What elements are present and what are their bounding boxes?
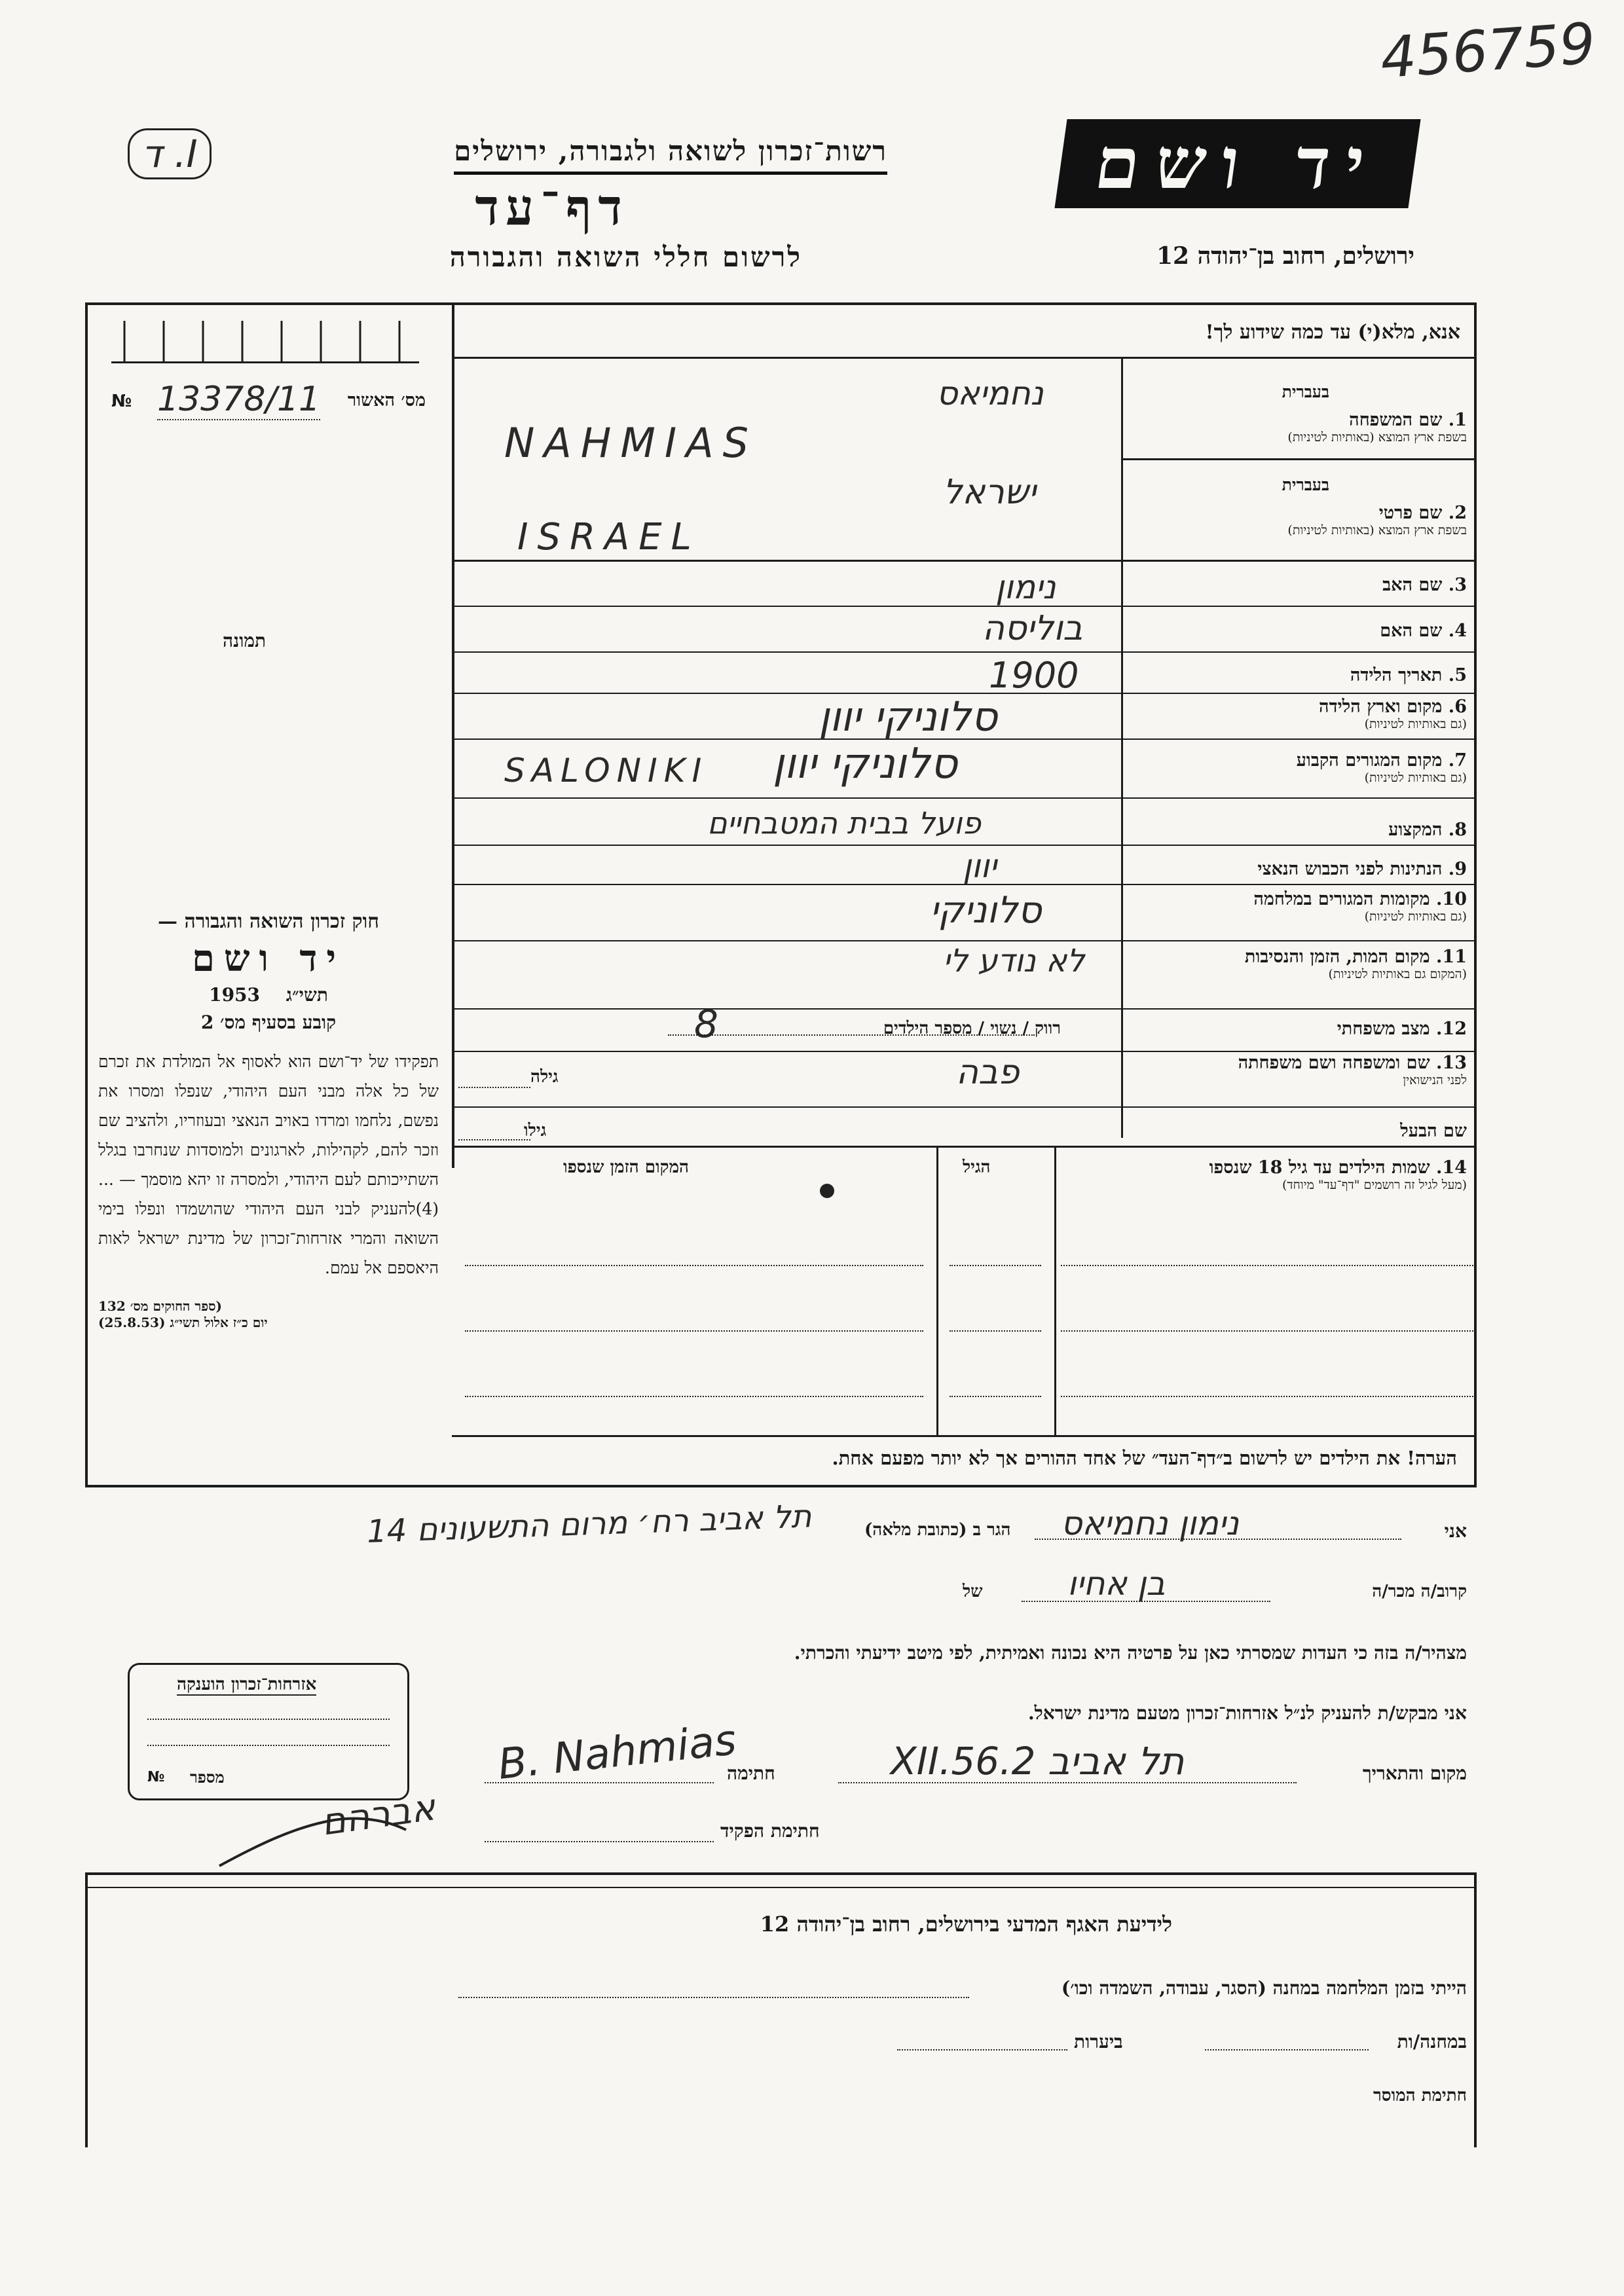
f10-value: סלוניקי: [930, 889, 1042, 932]
field-7-title: מקום המגורים הקבוע: [1296, 750, 1443, 771]
husband-age-label: גילו: [524, 1121, 547, 1140]
field-3-label: [1382, 575, 1467, 595]
field-1-lang: בעברית: [1282, 382, 1329, 401]
law-ref: (ספר החוקים מס׳ 132: [98, 1298, 222, 1314]
f2-value-he: ישראל: [943, 473, 1037, 512]
field-4-num: 4.: [1448, 621, 1467, 641]
f1-value-latin: NAHMIAS: [504, 419, 758, 467]
corner-archive-number: 456759: [1378, 10, 1598, 92]
field-3-num: 3.: [1448, 575, 1467, 595]
photo-label: תמונה: [223, 630, 267, 651]
field-9-num: 9.: [1448, 859, 1467, 879]
field-1-title: שם המשפחה: [1349, 410, 1443, 430]
f4-value: בוליסה: [982, 609, 1083, 648]
field-1-sub: בשפת ארץ המוצא (באותיות לטיניות): [1287, 430, 1467, 445]
f12-status-options: רווק / נשוי / מספר הילדים: [883, 1019, 1061, 1038]
top-instruction: אנא, מלא(י) עד כמה שידוע לך!: [1205, 321, 1460, 344]
children-header: [1209, 1157, 1467, 1193]
declarant-signature: B. Nahmias: [496, 1716, 739, 1789]
footer-camp-line: הייתי בזמן המלחמה במחנה (הסגר, עבודה, השמדה וכו׳): [1061, 1977, 1467, 1999]
certificate-number-label: מספר: [190, 1768, 225, 1787]
field-8-label: [1388, 820, 1467, 840]
f12-children-count: 8: [694, 1002, 718, 1046]
declarant-ani-label: אני: [1444, 1520, 1467, 1542]
certificate-no-sign: №: [147, 1769, 165, 1785]
relation-value: בן אחיו: [1067, 1565, 1166, 1603]
field-5-title: תאריך הלידה: [1350, 665, 1443, 685]
husband-label: שם הבעל: [1400, 1121, 1467, 1141]
f2-value-latin: ISRAEL: [517, 516, 701, 558]
children-age-col: הגיל: [963, 1157, 991, 1177]
f5-value: 1900: [989, 655, 1079, 696]
law-box: [92, 910, 445, 1331]
f1-value-he: נחמיאס: [936, 374, 1044, 412]
logo-text: יד ושם: [1090, 122, 1386, 205]
field-6-sub: (גם באותיות לטיניות): [1364, 717, 1467, 731]
law-year-he: תשי״ג: [286, 984, 328, 1006]
field-7-label: [1297, 750, 1467, 786]
field-12-num: 12.: [1436, 1019, 1467, 1039]
relation-suffix: של: [963, 1582, 983, 1601]
signature-label: חתימה: [727, 1762, 775, 1784]
field-2-label: [1126, 475, 1467, 538]
field-7-num: 7.: [1448, 750, 1467, 771]
authority-line: רשות־זכרון לשואה ולגבורה, ירושלים: [454, 135, 887, 175]
field-9-label: [1257, 859, 1467, 879]
officer-signature-label: חתימת הפקיד: [720, 1820, 820, 1842]
f11-value: לא נודע לי: [943, 943, 1085, 979]
address-line: ירושלים, רחוב בן־יהודה 12: [1156, 242, 1414, 270]
field-12-label: [1337, 1019, 1467, 1039]
certificate-title: אזרחות־זכרון הוענקה: [177, 1675, 317, 1694]
field-2-num: 2.: [1448, 503, 1467, 523]
footer-signature-label: חתימת המוסר: [1373, 2086, 1467, 2105]
law-clause: קובע בסעיף מס׳ 2: [200, 1011, 337, 1033]
declarant-residing-label: הגר ב (כתובת מלאה): [864, 1520, 1011, 1540]
field-13-label: [1238, 1053, 1467, 1088]
footer-forest-label: ביערות: [1074, 2031, 1123, 2052]
stamp-mark: ד .I: [128, 128, 212, 179]
place-date-value: תל אביב 2.XII.56: [891, 1739, 1185, 1783]
note: הערה! את הילדים יש לרשום ב״דף־העד״ של אחד ההורים אך לא יותר מפעם אחת.: [832, 1447, 1457, 1469]
field-6-title: מקום וארץ הלידה: [1319, 697, 1443, 717]
children-bullet: [820, 1184, 834, 1198]
approval-label: מס׳ האשור: [347, 390, 426, 410]
f13-age-label: גילה: [530, 1067, 559, 1087]
field-6-num: 6.: [1448, 697, 1467, 717]
law-name: יד ושם: [191, 937, 346, 980]
field-11-label: [1245, 947, 1467, 982]
field-7-sub: (גם באותיות לטיניות): [1364, 771, 1467, 785]
field-1-label: [1126, 382, 1467, 445]
field-8-title: המקצוע: [1388, 820, 1443, 840]
field-10-label: [1253, 889, 1467, 924]
field-12-title: מצב משפחתי: [1337, 1019, 1430, 1039]
field-6-label: [1319, 697, 1467, 732]
field-13-num: 13.: [1436, 1053, 1467, 1073]
field-11-num: 11.: [1436, 947, 1467, 967]
f13-value: פבה: [956, 1053, 1020, 1092]
field-10-sub: (גם באותיות לטיניות): [1364, 909, 1467, 924]
approval-no-sign: №: [111, 392, 132, 411]
officer-signature: אברהם: [318, 1786, 438, 1844]
place-date-label: מקום והתאריך: [1362, 1762, 1467, 1784]
approval-row: [111, 380, 439, 419]
f7-value-latin: SALONIKI: [504, 752, 709, 790]
declarant-name: נימון נחמיאס: [1061, 1504, 1239, 1542]
f3-value: נימון: [995, 568, 1056, 606]
field-2-lang: בעברית: [1282, 475, 1329, 494]
field-11-sub: (המקום גם באותיות לטיניות): [1328, 967, 1467, 981]
footer-camp-label: במחנה/ות: [1397, 2031, 1467, 2052]
field-13-sub: לפני הנישואין: [1403, 1073, 1467, 1087]
children-sub: (מעל לגיל זה רושמים "דף־עד" מיוחד): [1282, 1178, 1467, 1192]
f7-value-he: סלוניקי יוון: [773, 740, 957, 788]
law-body: תפקידו של יד־ושם הוא לאסוף אל המולדת את זכרם של כל אלה מבני העם היהודי, שנפלו ומסרו את נפשם, נלחמו ומרדו באויב הנאצי ובעוזריו, ולהציב שם וזכר להם, לקהילות, לארגונים ולמוסדות שנחרבו בגלל השתייכותם לעם היהודי, ולמסרה זו יהא מוסמך — ...(4)להעניק לבני העם היהודי שהושמדו ונפלו בימי השואה והמרי אזרחות־זכרון של מדינת ישראל לאות היאספם אל עמם.: [98, 1052, 439, 1277]
children-place-col: המקום הזמן שנספו: [563, 1157, 689, 1177]
field-4-label: [1380, 621, 1467, 641]
approval-number: 13378/11: [157, 380, 321, 419]
law-ref-date: יום כ״ז אלול תשי״ג (25.8.53): [98, 1315, 268, 1330]
law-heading: חוק זכרון השואה והגבורה —: [158, 910, 379, 933]
field-13-title: שם ומשפחה ושם משפחתה: [1238, 1053, 1430, 1073]
f9-value: יוון: [963, 847, 997, 885]
field-1-num: 1.: [1448, 410, 1467, 430]
field-5-num: 5.: [1448, 665, 1467, 685]
form-subtitle: לרשום חללי השואה והגבורה: [449, 241, 802, 273]
field-10-title: מקומות המגורים במלחמה: [1253, 889, 1430, 909]
form-title: דף־עד: [475, 178, 629, 236]
field-5-label: [1350, 665, 1467, 685]
field-8-num: 8.: [1448, 820, 1467, 840]
relation-label: קרוב/ה מכר/ה: [1372, 1582, 1467, 1601]
field-4-title: שם האם: [1380, 621, 1443, 641]
children-title: שמות הילדים עד גיל 18 שנספו: [1209, 1157, 1430, 1178]
field-2-sub: בשפת ארץ המוצא (באותיות לטיניות): [1287, 523, 1467, 538]
f8-value: פועל בבית המטבחיים: [707, 805, 982, 841]
children-num: 14.: [1436, 1157, 1467, 1178]
field-3-title: שם האב: [1382, 575, 1443, 595]
approval-box-ticks: [111, 314, 419, 361]
declarant-address: תל אביב רח׳ מרום התשעונים 14: [366, 1498, 813, 1550]
field-2-title: שם פרטי: [1378, 503, 1443, 523]
f6-value: סלוניקי יוון: [819, 693, 998, 740]
declaration-text: מצהיר/ה בזה כי העדות שמסרתי כאן על פרטיה היא נכונה ואמיתית, לפי מיטב ידיעתי והכרתי.: [794, 1642, 1467, 1664]
footer-info: לידיעת האגף המדעי בירושלים, רחוב בן־יהודה 12: [760, 1912, 1172, 1937]
field-9-title: הנתינות לפני הכבוש הנאצי: [1257, 859, 1443, 879]
request-text: אני מבקש/ת להעניק לנ״ל אזרחות־זכרון מטעם מדינת ישראל.: [1027, 1702, 1467, 1724]
law-year: 1953: [209, 984, 261, 1006]
officer-signature-stroke: [216, 1807, 413, 1872]
field-10-num: 10.: [1436, 889, 1467, 909]
yad-vashem-logo: [1054, 119, 1420, 208]
field-11-title: מקום המות, הזמן והנסיבות: [1244, 947, 1430, 967]
